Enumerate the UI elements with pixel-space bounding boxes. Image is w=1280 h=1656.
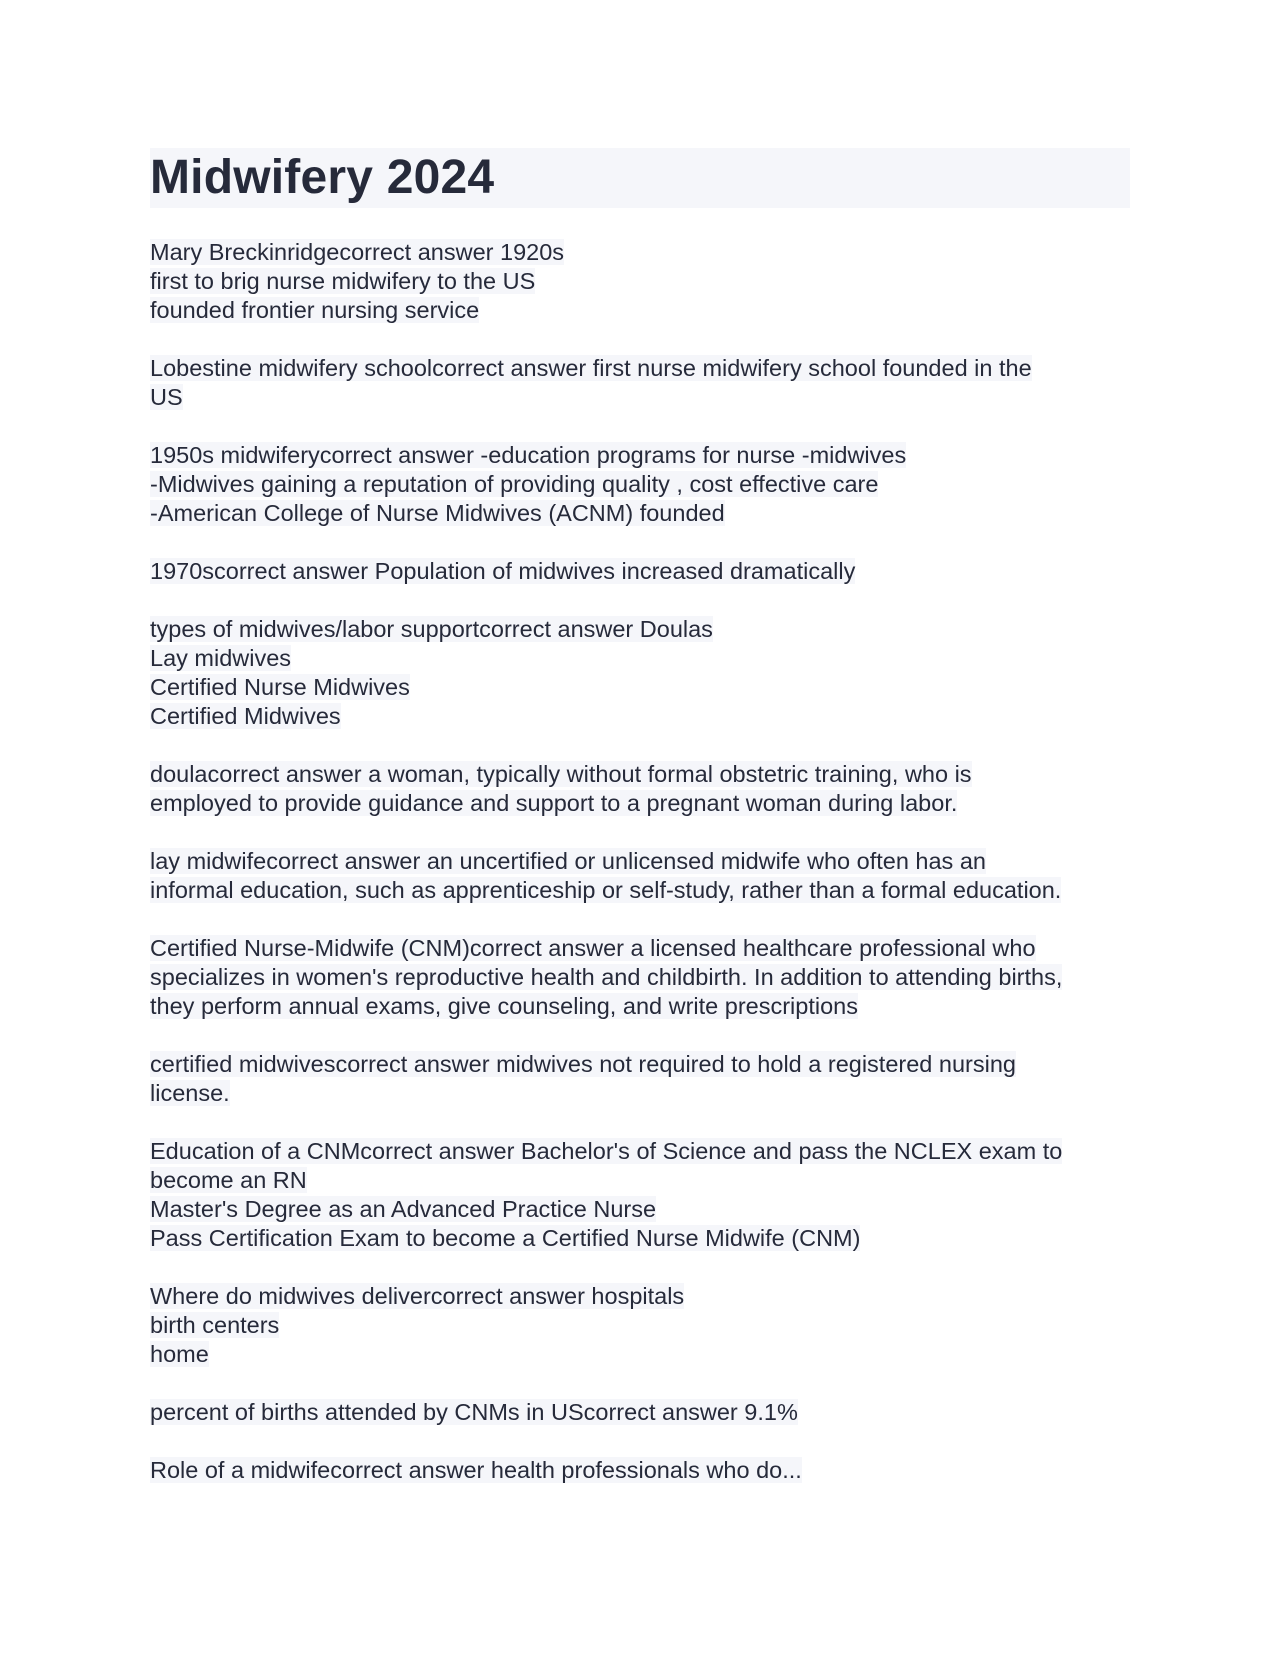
entry-line xyxy=(150,557,1130,586)
entry-line xyxy=(150,992,1130,1021)
entry-line xyxy=(150,1166,1130,1195)
entry-line xyxy=(150,1282,1130,1311)
entry-line-text: certified midwivescorrect answer midwives not required to hold a registered nursing xyxy=(150,1051,1016,1077)
entry-line-text: 1970scorrect answer Population of midwives increased dramatically xyxy=(150,558,856,584)
entry-line xyxy=(150,354,1130,383)
entry-line xyxy=(150,847,1130,876)
entry-line xyxy=(150,1398,1130,1427)
entry-line-text: employed to provide guidance and support to a pregnant woman during labor. xyxy=(150,790,958,816)
entry-line-text: -Midwives gaining a reputation of providing quality , cost effective care xyxy=(150,471,879,497)
entry-line-text: first to brig nurse midwifery to the US xyxy=(150,268,536,294)
entry-line-text: percent of births attended by CNMs in UScorrect answer 9.1% xyxy=(150,1399,798,1425)
qa-entry xyxy=(150,441,1130,528)
entry-line-text: birth centers xyxy=(150,1312,280,1338)
entry-line-text: founded frontier nursing service xyxy=(150,297,480,323)
title-bar xyxy=(150,148,1130,208)
entry-line-text: US xyxy=(150,384,183,410)
entry-line-text: Mary Breckinridgecorrect answer 1920s xyxy=(150,239,565,265)
entry-line xyxy=(150,789,1130,818)
entry-line xyxy=(150,238,1130,267)
qa-entry xyxy=(150,1456,1130,1485)
entry-line xyxy=(150,1137,1130,1166)
entry-line-text: Lay midwives xyxy=(150,645,292,671)
entry-line xyxy=(150,1224,1130,1253)
entry-line-text: Lobestine midwifery schoolcorrect answer first nurse midwifery school founded in the xyxy=(150,355,1032,381)
entry-line xyxy=(150,702,1130,731)
entry-line xyxy=(150,267,1130,296)
entry-line xyxy=(150,1340,1130,1369)
entry-line-text: Certified Nurse-Midwife (CNM)correct answer a licensed healthcare professional who xyxy=(150,935,1036,961)
entry-line-text: -American College of Nurse Midwives (ACNM) founded xyxy=(150,500,725,526)
qa-entry xyxy=(150,354,1130,412)
entry-line xyxy=(150,673,1130,702)
qa-entry xyxy=(150,1050,1130,1108)
entry-line-text: lay midwifecorrect answer an uncertified or unlicensed midwife who often has an xyxy=(150,848,986,874)
entry-line xyxy=(150,963,1130,992)
entry-line xyxy=(150,499,1130,528)
entry-line xyxy=(150,296,1130,325)
document-content xyxy=(150,238,1130,1485)
entry-line xyxy=(150,615,1130,644)
entry-line xyxy=(150,1311,1130,1340)
qa-entry xyxy=(150,615,1130,731)
entry-line-text: Pass Certification Exam to become a Certified Nurse Midwife (CNM) xyxy=(150,1225,861,1251)
entry-line-text: informal education, such as apprenticeship or self-study, rather than a formal education. xyxy=(150,877,1062,903)
entry-line xyxy=(150,1195,1130,1224)
qa-entry xyxy=(150,847,1130,905)
entry-line xyxy=(150,470,1130,499)
entry-line xyxy=(150,760,1130,789)
entry-line-text: specializes in women's reproductive health and childbirth. In addition to attending births, xyxy=(150,964,1063,990)
entry-line-text: doulacorrect answer a woman, typically without formal obstetric training, who is xyxy=(150,761,972,787)
entry-line xyxy=(150,1079,1130,1108)
entry-line-text: Master's Degree as an Advanced Practice Nurse xyxy=(150,1196,657,1222)
entry-line-text: Education of a CNMcorrect answer Bachelor's of Science and pass the NCLEX exam to xyxy=(150,1138,1063,1164)
entry-line xyxy=(150,1456,1130,1485)
entry-line-text: become an RN xyxy=(150,1167,307,1193)
entry-line-text: Where do midwives delivercorrect answer hospitals xyxy=(150,1283,685,1309)
entry-line-text: Certified Nurse Midwives xyxy=(150,674,410,700)
entry-line xyxy=(150,1050,1130,1079)
entry-line-text: Role of a midwifecorrect answer health professionals who do... xyxy=(150,1457,802,1483)
qa-entry xyxy=(150,760,1130,818)
entry-line xyxy=(150,383,1130,412)
entry-line xyxy=(150,934,1130,963)
entry-line xyxy=(150,876,1130,905)
qa-entry xyxy=(150,1137,1130,1253)
document-title: Midwifery 2024 xyxy=(150,151,495,204)
entry-line-text: home xyxy=(150,1341,209,1367)
entry-line xyxy=(150,644,1130,673)
entry-line-text: they perform annual exams, give counseling, and write prescriptions xyxy=(150,993,858,1019)
entry-line-text: Certified Midwives xyxy=(150,703,341,729)
entry-line-text: license. xyxy=(150,1080,230,1106)
qa-entry xyxy=(150,934,1130,1021)
document-page xyxy=(150,148,1130,1514)
entry-line xyxy=(150,441,1130,470)
entry-line-text: 1950s midwiferycorrect answer -education programs for nurse -midwives xyxy=(150,442,907,468)
qa-entry xyxy=(150,557,1130,586)
qa-entry xyxy=(150,1282,1130,1369)
qa-entry xyxy=(150,238,1130,325)
qa-entry xyxy=(150,1398,1130,1427)
entry-line-text: types of midwives/labor supportcorrect answer Doulas xyxy=(150,616,713,642)
